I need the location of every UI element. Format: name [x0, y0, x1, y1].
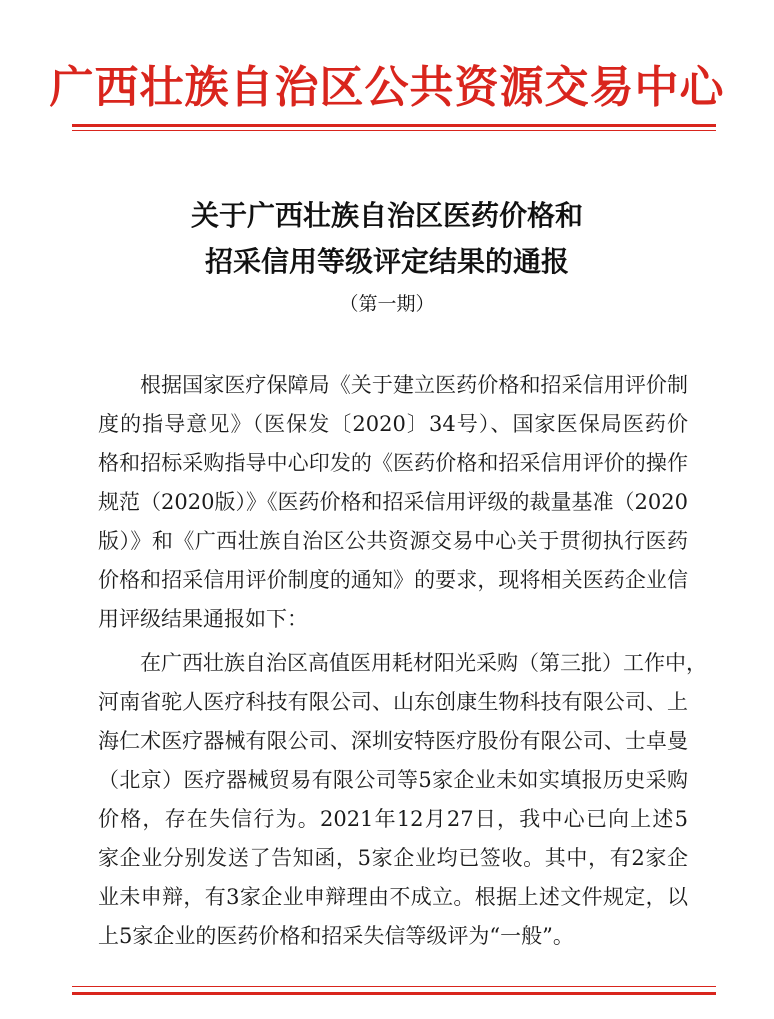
body-line: 价格和招采信用评价制度的通知》的要求，现将相关医药企业信	[98, 568, 688, 592]
footer-rule-thick	[72, 992, 716, 995]
body-line: 格和招标采购指导中心印发的《医药价格和招采信用评价的操作	[98, 451, 688, 475]
body-line: 在广西壮族自治区高值医用耗材阳光采购（第三批）工作中，	[140, 651, 707, 675]
body-line: 版）》和《广西壮族自治区公共资源交易中心关于贯彻执行医药	[98, 529, 688, 553]
body-line: 家企业分别发送了告知函，5家企业均已签收。其中，有2家企	[98, 846, 688, 870]
body-line: 用评级结果通报如下：	[98, 607, 308, 631]
body-line: 价格，存在失信行为。2021年12月27日，我中心已向上述5	[98, 807, 688, 831]
body-line: （北京）医疗器械贸易有限公司等5家企业未如实填报历史采购	[98, 768, 688, 792]
body-line: 上5家企业的医药价格和招采失信等级评为“一般”。	[98, 924, 574, 948]
document-title-line-2: 招采信用等级评定结果的通报	[204, 245, 569, 278]
document-issue-number: （第一期）	[339, 293, 435, 315]
header-rule-thin	[72, 130, 716, 131]
body-line: 业未申辩，有3家企业申辩理由不成立。根据上述文件规定，以	[98, 885, 688, 909]
body-line: 海仁术医疗器械有限公司、深圳安特医疗股份有限公司、士卓曼	[98, 729, 688, 753]
body-line: 根据国家医疗保障局《关于建立医药价格和招采信用评价制	[140, 373, 688, 397]
body-line: 度的指导意见》（医保发〔2020〕34号）、国家医保局医药价	[98, 412, 688, 436]
header-rule-thick	[72, 124, 716, 127]
footer-rule-thin	[72, 986, 716, 987]
header-org-name: 广西壮族自治区公共资源交易中心	[49, 62, 725, 113]
body-line: 规范（2020版）》《医药价格和招采信用评级的裁量基准（2020	[98, 490, 688, 514]
document-title-line-1: 关于广西壮族自治区医药价格和	[190, 199, 583, 232]
body-line: 河南省驼人医疗科技有限公司、山东创康生物科技有限公司、上	[98, 690, 688, 714]
